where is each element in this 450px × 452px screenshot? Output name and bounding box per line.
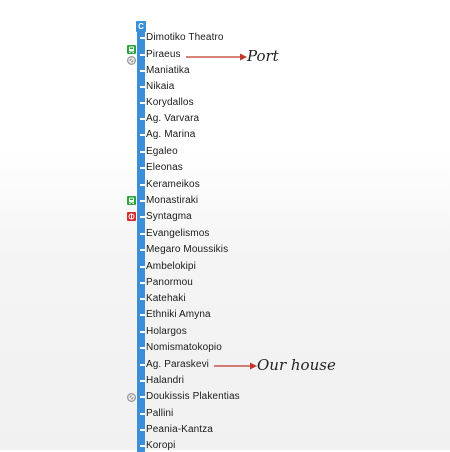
station-tick <box>140 151 145 153</box>
station-ag-varvara[interactable]: Ag. Varvara <box>146 113 200 124</box>
station-tick <box>140 364 145 366</box>
station-holargos[interactable]: Holargos <box>146 326 187 337</box>
station-egaleo[interactable]: Egaleo <box>146 146 178 157</box>
station-tick <box>140 233 145 235</box>
station-katehaki[interactable]: Katehaki <box>146 293 186 304</box>
train-icon <box>127 45 136 54</box>
station-korydallos[interactable]: Korydallos <box>146 97 194 108</box>
station-tick <box>140 314 145 316</box>
station-piraeus[interactable]: Piraeus <box>146 49 181 60</box>
train-icon <box>127 196 136 205</box>
station-tick <box>140 266 145 268</box>
station-tick <box>140 134 145 136</box>
station-tick <box>140 249 145 251</box>
station-tick <box>140 70 145 72</box>
station-tick <box>140 37 145 39</box>
station-halandri[interactable]: Halandri <box>146 375 185 386</box>
station-tick <box>140 413 145 415</box>
station-eleonas[interactable]: Eleonas <box>146 162 183 173</box>
station-tick <box>140 184 145 186</box>
station-tick <box>140 102 145 104</box>
station-maniatika[interactable]: Maniatika <box>146 65 190 76</box>
line-badge: C <box>136 21 146 32</box>
station-ag-marina[interactable]: Ag. Marina <box>146 129 196 140</box>
house-annotation: Our house <box>257 356 336 374</box>
house-arrow <box>214 361 258 371</box>
station-monastiraki[interactable]: Monastiraki <box>146 195 199 206</box>
station-megaro-moussikis[interactable]: Megaro Moussikis <box>146 244 229 255</box>
station-pallini[interactable]: Pallini <box>146 408 174 419</box>
station-tick <box>140 380 145 382</box>
station-tick <box>140 216 145 218</box>
station-koropi[interactable]: Koropi <box>146 440 176 451</box>
port-annotation: Port <box>247 47 279 65</box>
station-dimotiko-theatro[interactable]: Dimotiko Theatro <box>146 32 224 43</box>
metro-interchange-icon <box>127 212 136 221</box>
station-ambelokipi[interactable]: Ambelokipi <box>146 261 196 272</box>
station-panormou[interactable]: Panormou <box>146 277 193 288</box>
airport-icon <box>127 56 136 65</box>
station-tick <box>140 54 145 56</box>
station-doukissis-plakentias[interactable]: Doukissis Plakentias <box>146 391 240 402</box>
station-tick <box>140 200 145 202</box>
station-tick <box>140 282 145 284</box>
station-nikaia[interactable]: Nikaia <box>146 81 175 92</box>
airport-icon <box>127 393 136 402</box>
station-evangelismos[interactable]: Evangelismos <box>146 228 210 239</box>
station-tick <box>140 429 145 431</box>
station-tick <box>140 86 145 88</box>
metro-line-bar <box>137 32 145 452</box>
station-peania-kantza[interactable]: Peania-Kantza <box>146 424 213 435</box>
station-syntagma[interactable]: Syntagma <box>146 211 192 222</box>
station-ethniki-amyna[interactable]: Ethniki Amyna <box>146 309 211 320</box>
station-tick <box>140 118 145 120</box>
station-kerameikos[interactable]: Kerameikos <box>146 179 200 190</box>
station-tick <box>140 396 145 398</box>
station-tick <box>140 167 145 169</box>
station-tick <box>140 347 145 349</box>
station-nomismatokopio[interactable]: Nomismatokopio <box>146 342 222 353</box>
port-arrow <box>186 52 248 62</box>
station-tick <box>140 298 145 300</box>
station-ag-paraskevi[interactable]: Ag. Paraskevi <box>146 359 209 370</box>
station-tick <box>140 445 145 447</box>
station-tick <box>140 331 145 333</box>
